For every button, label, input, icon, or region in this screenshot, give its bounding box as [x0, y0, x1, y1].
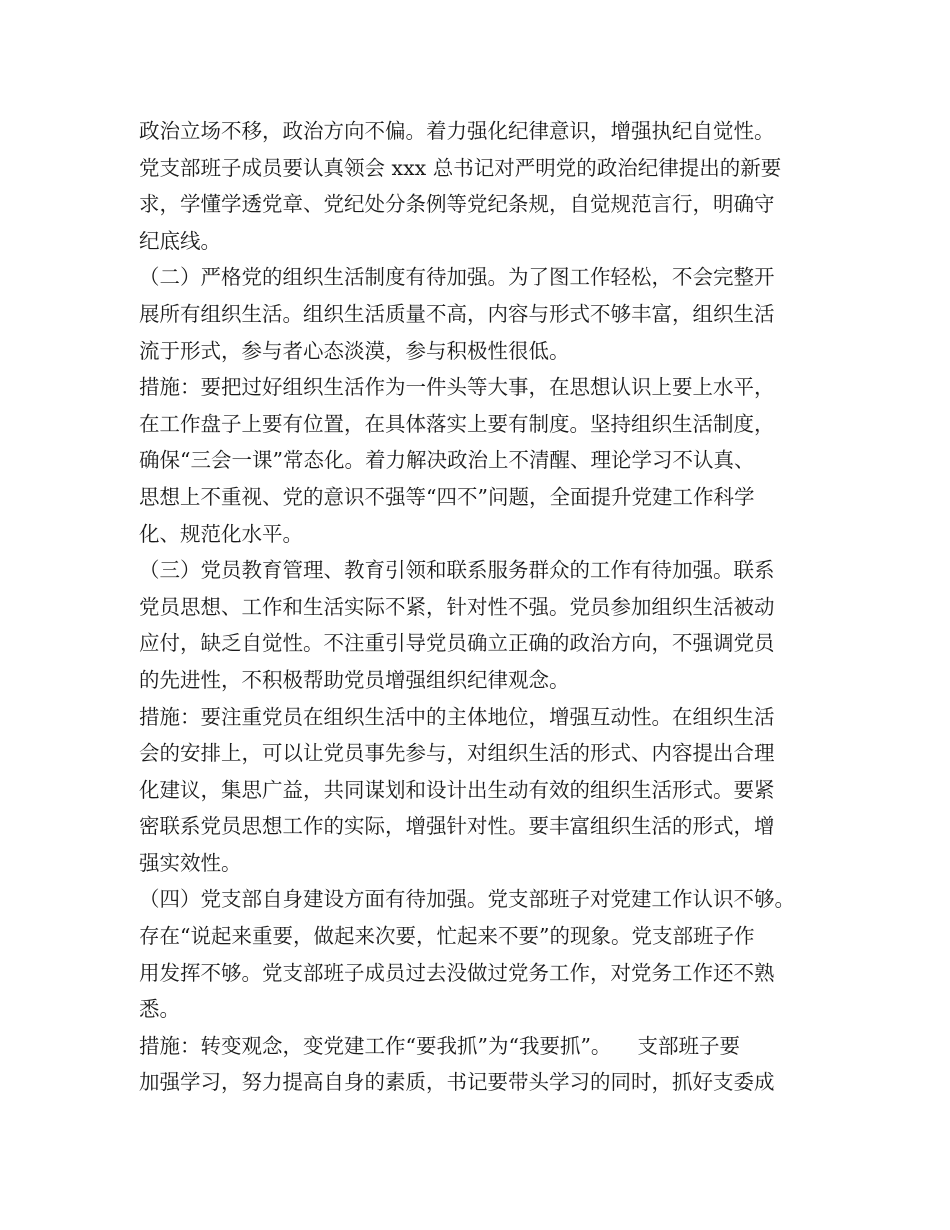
text-line: 纪底线。 [139, 228, 221, 253]
document-body [139, 113, 839, 1101]
text-line: 化建议，集思广益，共同谋划和设计出生动有效的组织生活形式。要紧 [139, 777, 775, 802]
text-line: 党员思想、工作和生活实际不紧，针对性不强。党员参加组织生活被动 [139, 594, 775, 619]
text-line: 用发挥不够。党支部班子成员过去没做过党务工作，对党务工作还不熟 [139, 960, 775, 985]
text-line: 的先进性，不积极帮助党员增强组织纪律观念。 [139, 667, 570, 692]
text-line: 悉。 [139, 997, 180, 1022]
text-line: 在工作盘子上要有位置，在具体落实上要有制度。坚持组织生活制度， [139, 411, 775, 436]
text-line: 展所有组织生活。组织生活质量不高，内容与形式不够丰富，组织生活 [139, 301, 775, 326]
text-line: 党支部班子成员要认真领会 xxx 总书记对严明党的政治纪律提出的新要 [139, 155, 782, 180]
text-line: 应付，缺乏自觉性。不注重引导党员确立正确的政治方向，不强调党员 [139, 631, 775, 656]
section-heading-line: （二）严格党的组织生活制度有待加强。为了图工作轻松，不会完整开 [139, 265, 775, 290]
text-line: 密联系党员思想工作的实际，增强针对性。要丰富组织生活的形式，增 [139, 814, 775, 839]
text-line: 政治立场不移，政治方向不偏。着力强化纪律意识，增强执纪自觉性。 [139, 119, 775, 143]
text-line: 化、规范化水平。 [139, 521, 303, 546]
measures-line: 措施：转变观念，变党建工作“要我抓”为“我要抓”。 支部班子要 [139, 1033, 740, 1058]
measures-line: 措施：要把过好组织生活作为一件头等大事，在思想认识上要上水平， [139, 375, 775, 400]
text-line: 思想上不重视、党的意识不强等“四不”问题，全面提升党建工作科学 [139, 484, 755, 509]
text-line: 求，学懂学透党章、党纪处分条例等党纪条规，自觉规范言行，明确守 [139, 192, 775, 217]
text-line: 加强学习，努力提高自身的素质，书记要带头学习的同时，抓好支委成 [139, 1070, 775, 1095]
section-heading-line: （三）党员教育管理、教育引领和联系服务群众的工作有待加强。联系 [139, 558, 775, 583]
text-line: 存在“说起来重要，做起来次要，忙起来不要”的现象。党支部班子作 [139, 924, 755, 949]
text-line: 确保“三会一课”常态化。着力解决政治上不清醒、理论学习不认真、 [139, 448, 755, 473]
text-line: 流于形式，参与者心态淡漠，参与积极性很低。 [139, 338, 570, 363]
text-line: 强实效性。 [139, 850, 242, 875]
text-line: 会的安排上，可以让党员事先参与，对组织生活的形式、内容提出合理 [139, 741, 775, 766]
section-heading-line: （四）党支部自身建设方面有待加强。党支部班子对党建工作认识不够。 [139, 887, 795, 912]
measures-line: 措施：要注重党员在组织生活中的主体地位，增强互动性。在组织生活 [139, 704, 775, 729]
